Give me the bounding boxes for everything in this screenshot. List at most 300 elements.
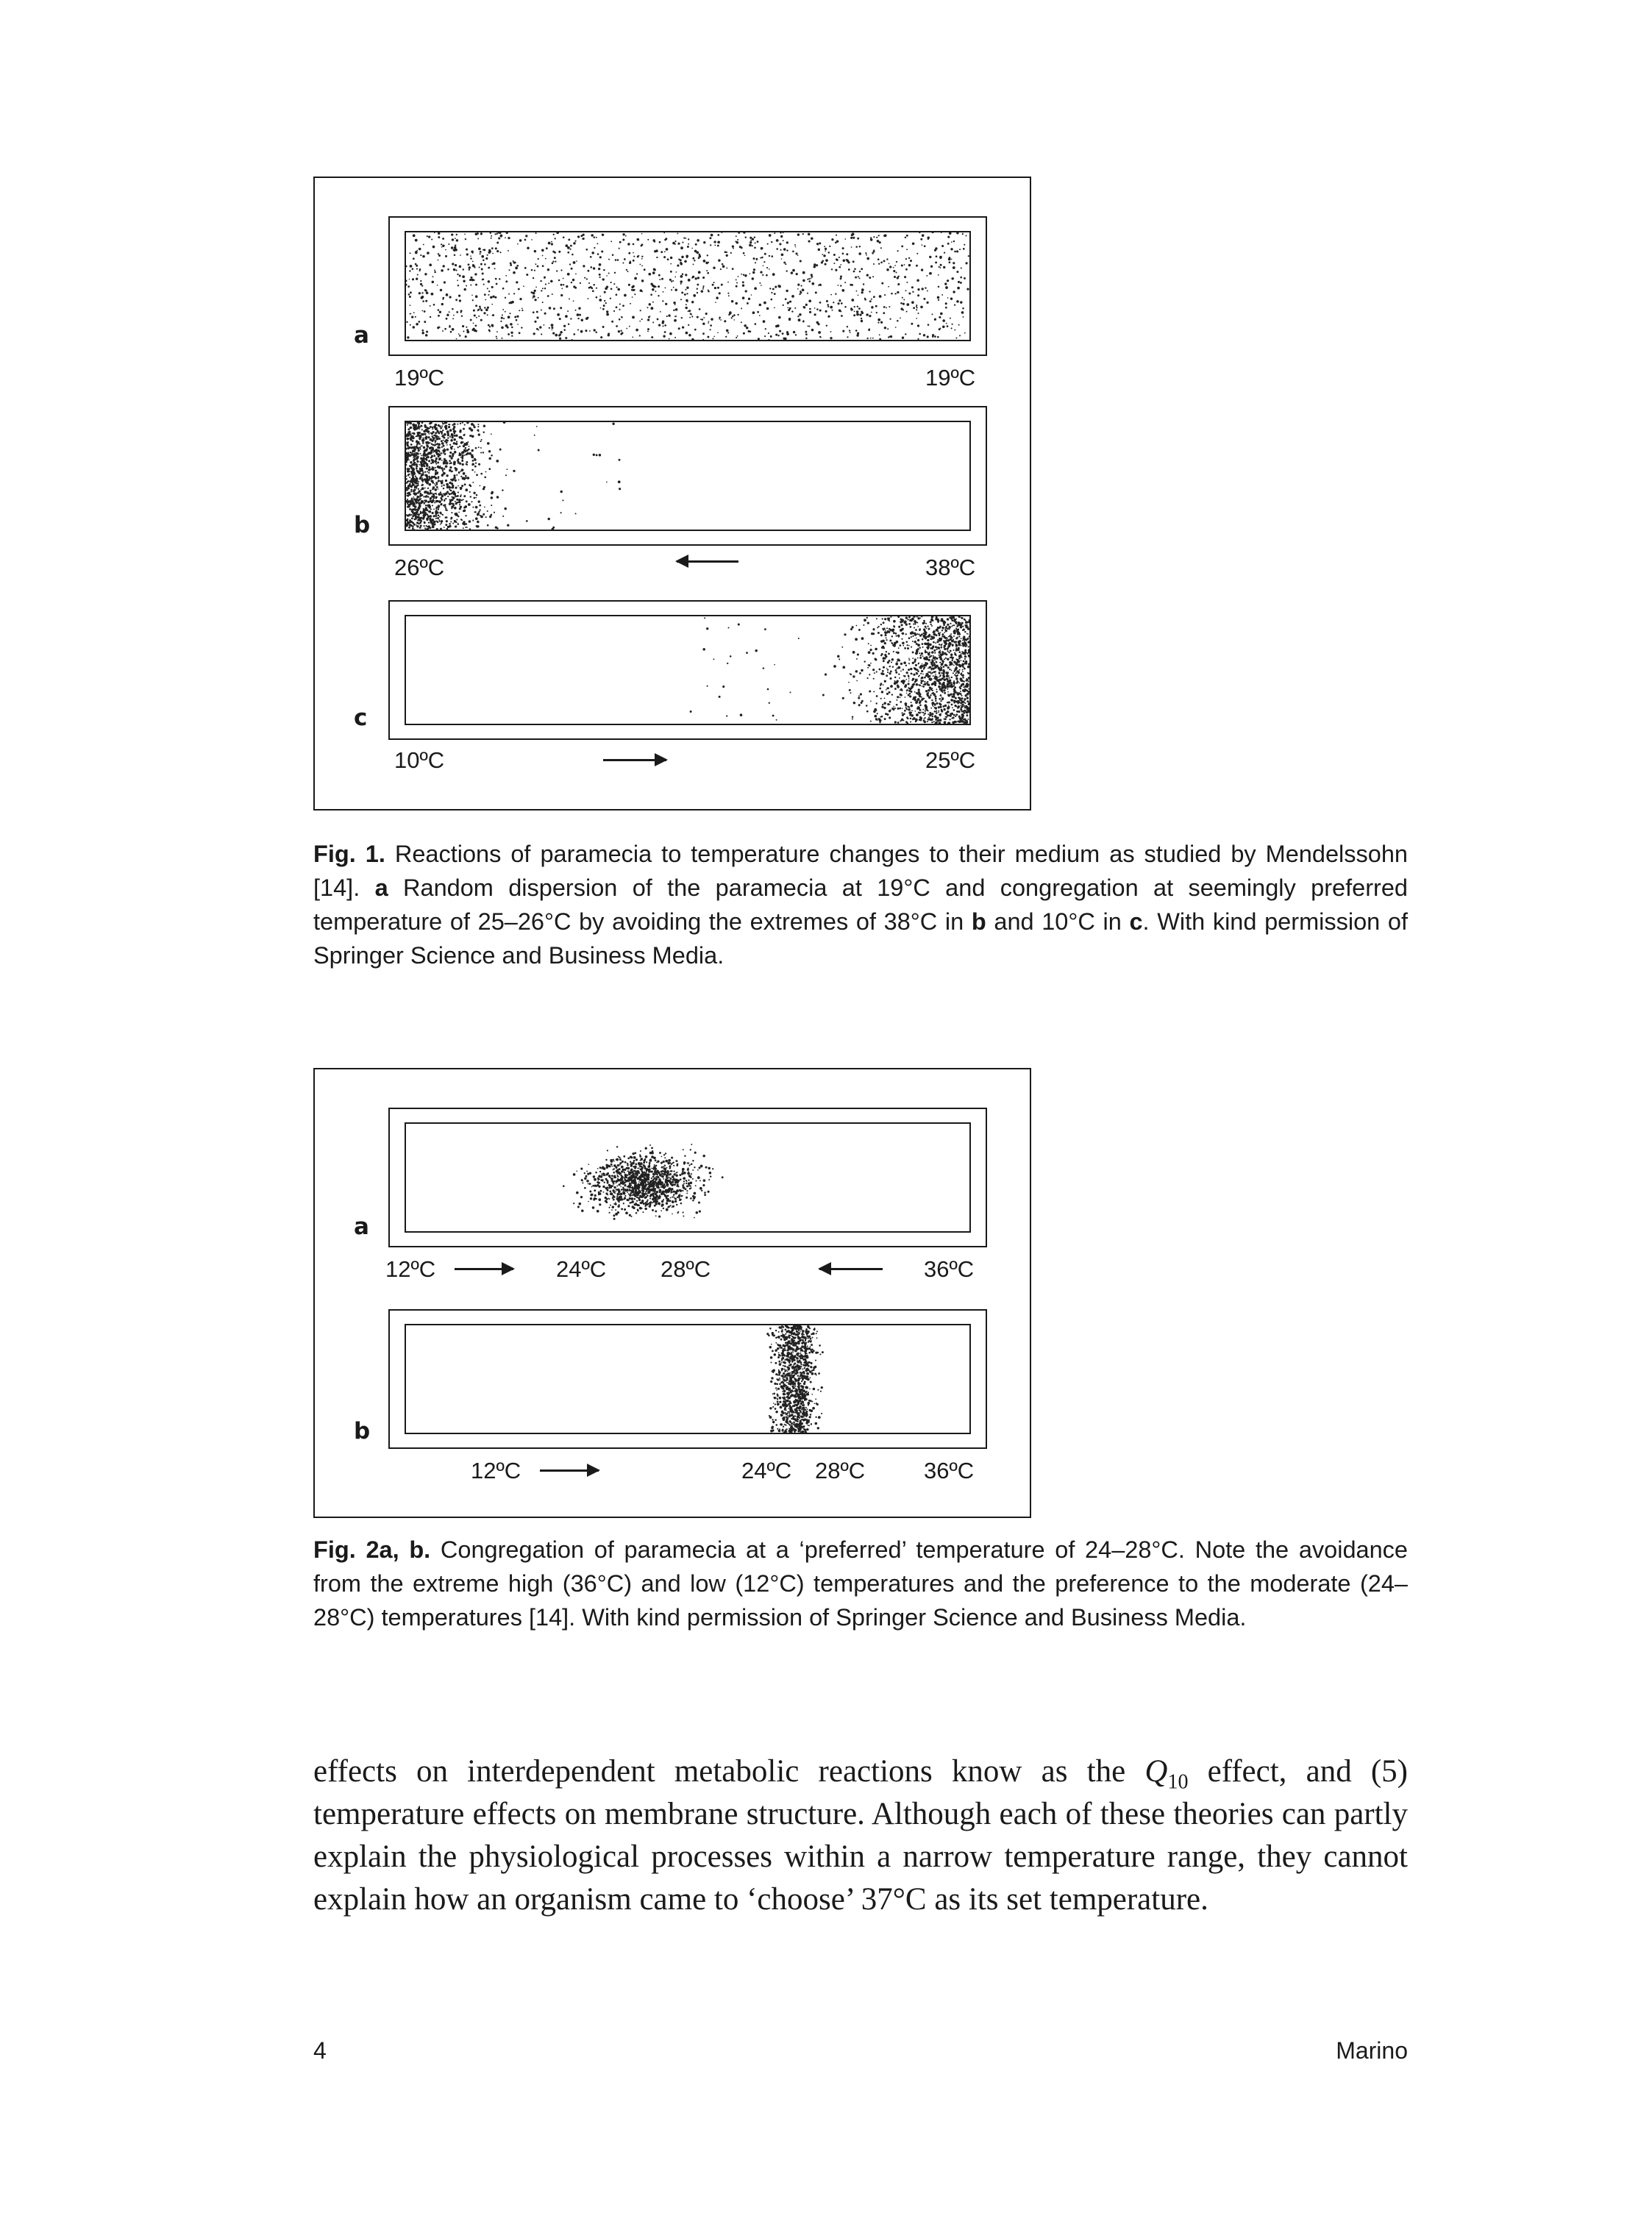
paramecium-dot [617, 259, 619, 261]
paramecium-dot [418, 321, 420, 323]
paramecium-dot [645, 1196, 647, 1198]
paramecium-dot [573, 1173, 576, 1176]
paramecium-dot [674, 1173, 676, 1175]
paramecium-dot [435, 457, 438, 460]
paramecium-dot [914, 660, 916, 663]
paramecium-dot [413, 529, 415, 530]
paramecium-dot [670, 1197, 672, 1198]
paramecium-dot [901, 624, 903, 626]
paramecium-dot [599, 256, 602, 258]
paramecium-dot [896, 261, 897, 263]
paramecium-dot [939, 668, 941, 669]
paramecium-dot [818, 331, 821, 334]
paramecium-dot [460, 457, 462, 458]
paramecium-dot [931, 699, 933, 701]
paramecium-dot [944, 678, 946, 680]
paramecium-dot [673, 1161, 674, 1163]
paramecium-dot [466, 285, 467, 287]
paramecium-dot [947, 297, 949, 299]
paramecium-dot [894, 293, 896, 294]
paramecium-dot [947, 694, 949, 695]
paramecium-dot [891, 642, 892, 644]
paramecium-dot [468, 263, 470, 266]
paramecium-dot [835, 269, 837, 271]
paramecium-dot [611, 321, 613, 323]
paramecium-dot [962, 669, 964, 671]
paramecium-dot [406, 464, 407, 466]
paramecium-dot [481, 439, 483, 441]
paramecium-dot [938, 274, 939, 276]
paramecium-dot [880, 321, 883, 324]
paramecium-dot [634, 1179, 636, 1181]
paramecium-dot [475, 517, 478, 520]
paramecium-dot [807, 279, 808, 280]
paramecium-dot [955, 668, 958, 671]
paramecium-dot [567, 252, 569, 254]
paramecium-dot [429, 483, 431, 485]
paramecium-dot [781, 258, 783, 260]
paramecium-dot [457, 491, 459, 493]
paramecium-dot [968, 646, 969, 647]
paramecium-dot [916, 265, 918, 267]
paramecium-dot [686, 238, 687, 239]
paramecium-dot [896, 652, 897, 653]
paramecium-dot [902, 683, 904, 684]
paramecium-dot [731, 300, 733, 302]
paramecium-dot [933, 649, 936, 652]
paramecium-dot [944, 648, 946, 650]
paramecium-dot [900, 671, 902, 672]
paramecium-dot [824, 246, 825, 247]
paramecium-dot [425, 496, 427, 498]
paramecium-dot [913, 623, 914, 624]
paramecium-dot [923, 684, 925, 685]
paramecium-dot [480, 263, 483, 266]
paramecium-dot [940, 267, 941, 268]
paramecium-dot [469, 491, 471, 493]
paramecium-dot [432, 276, 434, 277]
paramecium-dot [783, 232, 784, 233]
paramecium-dot [407, 481, 409, 483]
paramecium-dot [491, 235, 492, 237]
paramecium-dot [786, 241, 788, 243]
paramecium-dot [525, 235, 527, 237]
paramecium-dot [435, 440, 437, 442]
paramecium-dot [937, 627, 939, 629]
paramecium-dot [422, 438, 424, 439]
paramecium-dot [606, 482, 608, 483]
paramecium-dot [616, 1175, 618, 1176]
paramecium-dot [480, 515, 481, 516]
paramecium-dot [682, 326, 684, 328]
figure-1-caption-text-1: Reactions of paramecia to temperature changes to their medium as studied by Mendelssohn [14]. [313, 841, 1408, 901]
paramecium-dot [563, 237, 565, 239]
paramecium-dot [727, 282, 729, 283]
paramecium-dot [900, 619, 902, 621]
paramecium-dot [573, 333, 575, 335]
paramecium-dot [410, 485, 412, 487]
paramecium-dot [805, 338, 808, 340]
paramecium-dot [632, 316, 635, 319]
paramecium-dot [666, 316, 668, 317]
paramecium-dot [797, 316, 799, 317]
paramecium-dot [941, 646, 943, 649]
paramecium-dot [964, 705, 966, 707]
paramecium-dot [505, 280, 508, 282]
paramecium-dot [889, 266, 891, 268]
paramecium-dot [882, 618, 883, 619]
paramecium-dot [458, 480, 460, 481]
paramecium-dot [434, 424, 437, 427]
paramecium-dot [599, 263, 602, 266]
paramecium-dot [919, 646, 921, 649]
paramecium-dot [485, 257, 488, 260]
paramecium-dot [428, 433, 430, 435]
paramecium-dot [591, 252, 594, 254]
paramecium-dot [638, 1181, 640, 1183]
paramecium-dot [664, 331, 666, 333]
paramecium-dot [419, 494, 421, 496]
paramecium-dot [534, 250, 536, 252]
paramecium-dot [915, 701, 918, 704]
paramecium-dot [627, 1205, 630, 1207]
paramecium-dot [673, 1170, 674, 1172]
paramecium-dot [928, 713, 929, 715]
paramecium-dot [619, 309, 620, 310]
paramecium-dot [688, 238, 689, 240]
paramecium-dot [926, 646, 928, 648]
paramecium-dot [642, 1183, 644, 1184]
paramecium-dot [539, 326, 541, 328]
paramecium-dot [630, 260, 631, 262]
paramecium-dot [455, 525, 457, 527]
paramecium-dot [914, 641, 916, 643]
paramecium-dot [680, 1199, 682, 1201]
paramecium-dot [430, 449, 432, 452]
paramecium-dot [886, 693, 889, 695]
paramecium-dot [438, 232, 440, 235]
paramecium-dot [599, 296, 601, 297]
paramecium-dot [471, 464, 473, 466]
paramecium-dot [953, 685, 954, 686]
paramecium-dot [629, 326, 630, 327]
paramecium-dot [690, 1197, 692, 1200]
paramecium-dot [705, 1166, 707, 1169]
paramecium-dot [912, 635, 914, 637]
paramecium-dot [432, 427, 434, 429]
paramecium-dot [613, 1183, 615, 1185]
paramecium-dot [699, 1166, 701, 1169]
paramecium-dot [884, 294, 886, 296]
paramecium-dot [571, 282, 572, 283]
paramecium-dot [727, 293, 729, 294]
paramecium-dot [432, 486, 435, 488]
paramecium-dot [462, 325, 464, 327]
paramecium-dot [961, 660, 962, 661]
paramecium-dot [424, 321, 426, 323]
paramecium-dot [919, 232, 920, 233]
paramecium-dot [599, 1171, 601, 1172]
paramecium-dot [410, 491, 412, 492]
paramecium-dot [407, 470, 410, 473]
paramecium-dot [930, 666, 931, 668]
paramecium-dot [477, 500, 480, 502]
paramecium-dot [432, 246, 435, 249]
paramecium-dot [413, 490, 415, 492]
paramecium-dot [948, 626, 951, 629]
paramecium-dot [800, 260, 802, 262]
paramecium-dot [611, 1175, 613, 1177]
paramecium-dot [435, 510, 438, 513]
paramecium-dot [967, 712, 969, 713]
paramecium-dot [814, 313, 816, 316]
paramecium-dot [533, 277, 534, 279]
paramecium-dot [913, 717, 916, 720]
paramecium-dot [610, 241, 612, 242]
paramecium-dot [453, 442, 455, 444]
paramecium-dot [819, 302, 822, 304]
paramecium-dot [666, 1184, 668, 1186]
paramecium-dot [407, 486, 409, 488]
paramecium-dot [906, 641, 908, 643]
paramecium-dot [594, 237, 596, 239]
paramecium-dot [693, 294, 696, 297]
paramecium-dot [607, 1180, 609, 1182]
paramecium-dot [441, 503, 443, 505]
paramecium-dot [941, 686, 944, 688]
paramecium-dot [496, 242, 499, 244]
paramecium-dot [959, 651, 961, 653]
paramecium-dot [703, 241, 705, 243]
paramecium-dot [654, 241, 655, 242]
paramecium-dot [521, 327, 522, 328]
paramecium-dot [658, 285, 660, 288]
paramecium-dot [884, 631, 886, 633]
paramecium-dot [961, 672, 962, 674]
paramecium-dot [472, 520, 474, 521]
paramecium-dot [633, 1173, 635, 1175]
paramecium-dot [769, 234, 772, 237]
paramecium-dot [950, 623, 951, 624]
paramecium-dot [680, 246, 683, 249]
paramecium-dot [456, 338, 457, 340]
paramecium-dot [445, 524, 447, 526]
paramecium-dot [496, 331, 498, 332]
paramecium-dot [944, 652, 947, 655]
paramecium-dot [953, 680, 955, 682]
paramecium-dot [435, 493, 437, 494]
paramecium-dot [476, 317, 477, 318]
paramecium-dot [453, 438, 455, 441]
paramecium-dot [743, 332, 745, 335]
paramecium-dot [408, 468, 410, 470]
paramecium-dot [501, 338, 502, 339]
paramecium-dot [943, 624, 945, 626]
paramecium-dot [912, 678, 914, 680]
paramecium-dot [551, 324, 554, 327]
paramecium-dot [905, 258, 907, 260]
paramecium-dot [955, 338, 957, 339]
paramecium-dot [711, 234, 713, 237]
paramecium-dot [544, 277, 545, 279]
paramecium-dot [581, 319, 583, 321]
paramecium-dot [883, 707, 886, 709]
paramecium-dot [499, 278, 500, 279]
paramecium-dot [475, 324, 477, 327]
paramecium-dot [442, 430, 444, 431]
paramecium-dot [908, 674, 909, 676]
paramecium-dot [908, 658, 910, 659]
paramecium-dot [408, 527, 410, 529]
paramecium-dot [700, 1165, 703, 1168]
paramecium-dot [591, 287, 594, 289]
paramecium-dot [850, 692, 852, 694]
paramecium-dot [960, 691, 961, 692]
paramecium-dot [933, 645, 934, 646]
paramecium-dot [966, 683, 969, 686]
paramecium-dot [615, 259, 617, 261]
paramecium-dot [871, 312, 872, 313]
paramecium-dot [643, 1193, 644, 1194]
paramecium-dot [424, 434, 426, 435]
paramecium-dot [407, 474, 409, 475]
paramecium-dot [816, 243, 819, 245]
paramecium-dot [809, 308, 811, 310]
paramecium-dot [937, 639, 939, 641]
paramecium-dot [674, 277, 676, 278]
paramecium-dot [544, 313, 546, 315]
paramecium-dot [966, 624, 968, 627]
paramecium-dot [510, 332, 513, 334]
paramecium-dot [653, 285, 656, 288]
paramecium-dot [684, 293, 686, 296]
paramecium-dot [963, 316, 964, 318]
paramecium-dot [438, 432, 440, 435]
paramecium-dot [427, 465, 428, 466]
paramecium-dot [964, 636, 965, 638]
paramecium-dot [438, 477, 439, 479]
paramecium-dot [414, 458, 416, 460]
paramecium-dot [416, 278, 418, 280]
paramecium-dot [416, 488, 418, 489]
paramecium-dot [483, 312, 485, 314]
paramecium-dot [444, 468, 446, 470]
paramecium-dot [587, 298, 588, 299]
paramecium-dot [958, 616, 961, 618]
paramecium-dot [707, 272, 709, 274]
paramecium-dot [811, 276, 813, 278]
paramecium-dot [744, 274, 747, 277]
paramecium-dot [880, 624, 882, 625]
paramecium-dot [441, 460, 443, 461]
paramecium-dot [876, 237, 877, 238]
paramecium-dot [939, 266, 940, 268]
paramecium-dot [706, 627, 708, 630]
paramecium-dot [720, 319, 722, 321]
paramecium-dot [452, 453, 454, 455]
paramecium-dot [844, 633, 846, 635]
paramecium-dot [470, 257, 471, 259]
paramecium-dot [861, 291, 864, 293]
paramecium-dot [413, 312, 415, 313]
paramecium-dot [689, 317, 691, 318]
paramecium-dot [462, 441, 463, 443]
paramecium-dot [919, 630, 921, 632]
paramecium-dot [613, 310, 615, 312]
paramecium-dot [939, 703, 941, 705]
paramecium-dot [940, 264, 942, 266]
paramecium-dot [755, 242, 756, 243]
paramecium-dot [896, 272, 897, 274]
paramecium-dot [934, 707, 936, 708]
paramecium-dot [428, 466, 430, 469]
paramecium-dot [877, 713, 878, 714]
paramecium-dot [956, 625, 958, 627]
paramecium-dot [931, 647, 933, 649]
paramecium-dot [889, 639, 891, 641]
paramecium-dot [861, 311, 863, 313]
paramecium-dot [911, 618, 914, 620]
paramecium-dot [408, 431, 410, 433]
paramecium-dot [944, 645, 946, 647]
paramecium-dot [854, 268, 856, 271]
paramecium-dot [950, 650, 952, 652]
paramecium-dot [949, 652, 950, 654]
paramecium-dot [710, 1175, 711, 1177]
paramecium-dot [850, 308, 853, 311]
paramecium-dot [927, 237, 930, 240]
paramecium-dot [964, 277, 966, 279]
paramecium-dot [456, 311, 458, 313]
figure-1-caption-bold-b: b [971, 908, 986, 935]
paramecium-dot [936, 658, 938, 660]
paramecium-dot [478, 463, 480, 466]
paramecium-dot [814, 307, 816, 309]
paramecium-dot [908, 257, 910, 259]
paramecium-dot [884, 698, 886, 699]
paramecium-dot [921, 633, 923, 635]
paramecium-dot [439, 521, 441, 522]
paramecium-dot [459, 436, 462, 439]
paramecium-dot [702, 1184, 705, 1186]
paramecium-dot [669, 1170, 671, 1172]
paramecium-dot [962, 714, 964, 716]
paramecium-dot [534, 290, 536, 292]
paramecium-dot [685, 307, 687, 309]
paramecium-dot [449, 311, 450, 313]
paramecium-dot [590, 256, 592, 258]
paramecium-dot [750, 241, 752, 243]
paramecium-dot [466, 249, 468, 251]
paramecium-dot [947, 624, 949, 626]
figure-1-caption-bold-a: a [374, 874, 388, 901]
paramecium-dot [625, 235, 627, 237]
paramecium-dot [954, 721, 956, 723]
paramecium-dot [410, 524, 413, 527]
paramecium-dot [441, 426, 443, 427]
paramecium-dot [776, 248, 778, 250]
paramecium-dot [724, 320, 726, 322]
panel-a-label: a [354, 322, 369, 349]
paramecium-dot [964, 641, 965, 642]
paramecium-dot [833, 254, 836, 256]
paramecium-dot [958, 655, 961, 658]
paramecium-dot [463, 443, 466, 446]
chamber-a-inner [405, 231, 971, 341]
paramecium-dot [649, 303, 651, 305]
paramecium-dot [941, 655, 942, 657]
paramecium-dot [858, 276, 859, 277]
